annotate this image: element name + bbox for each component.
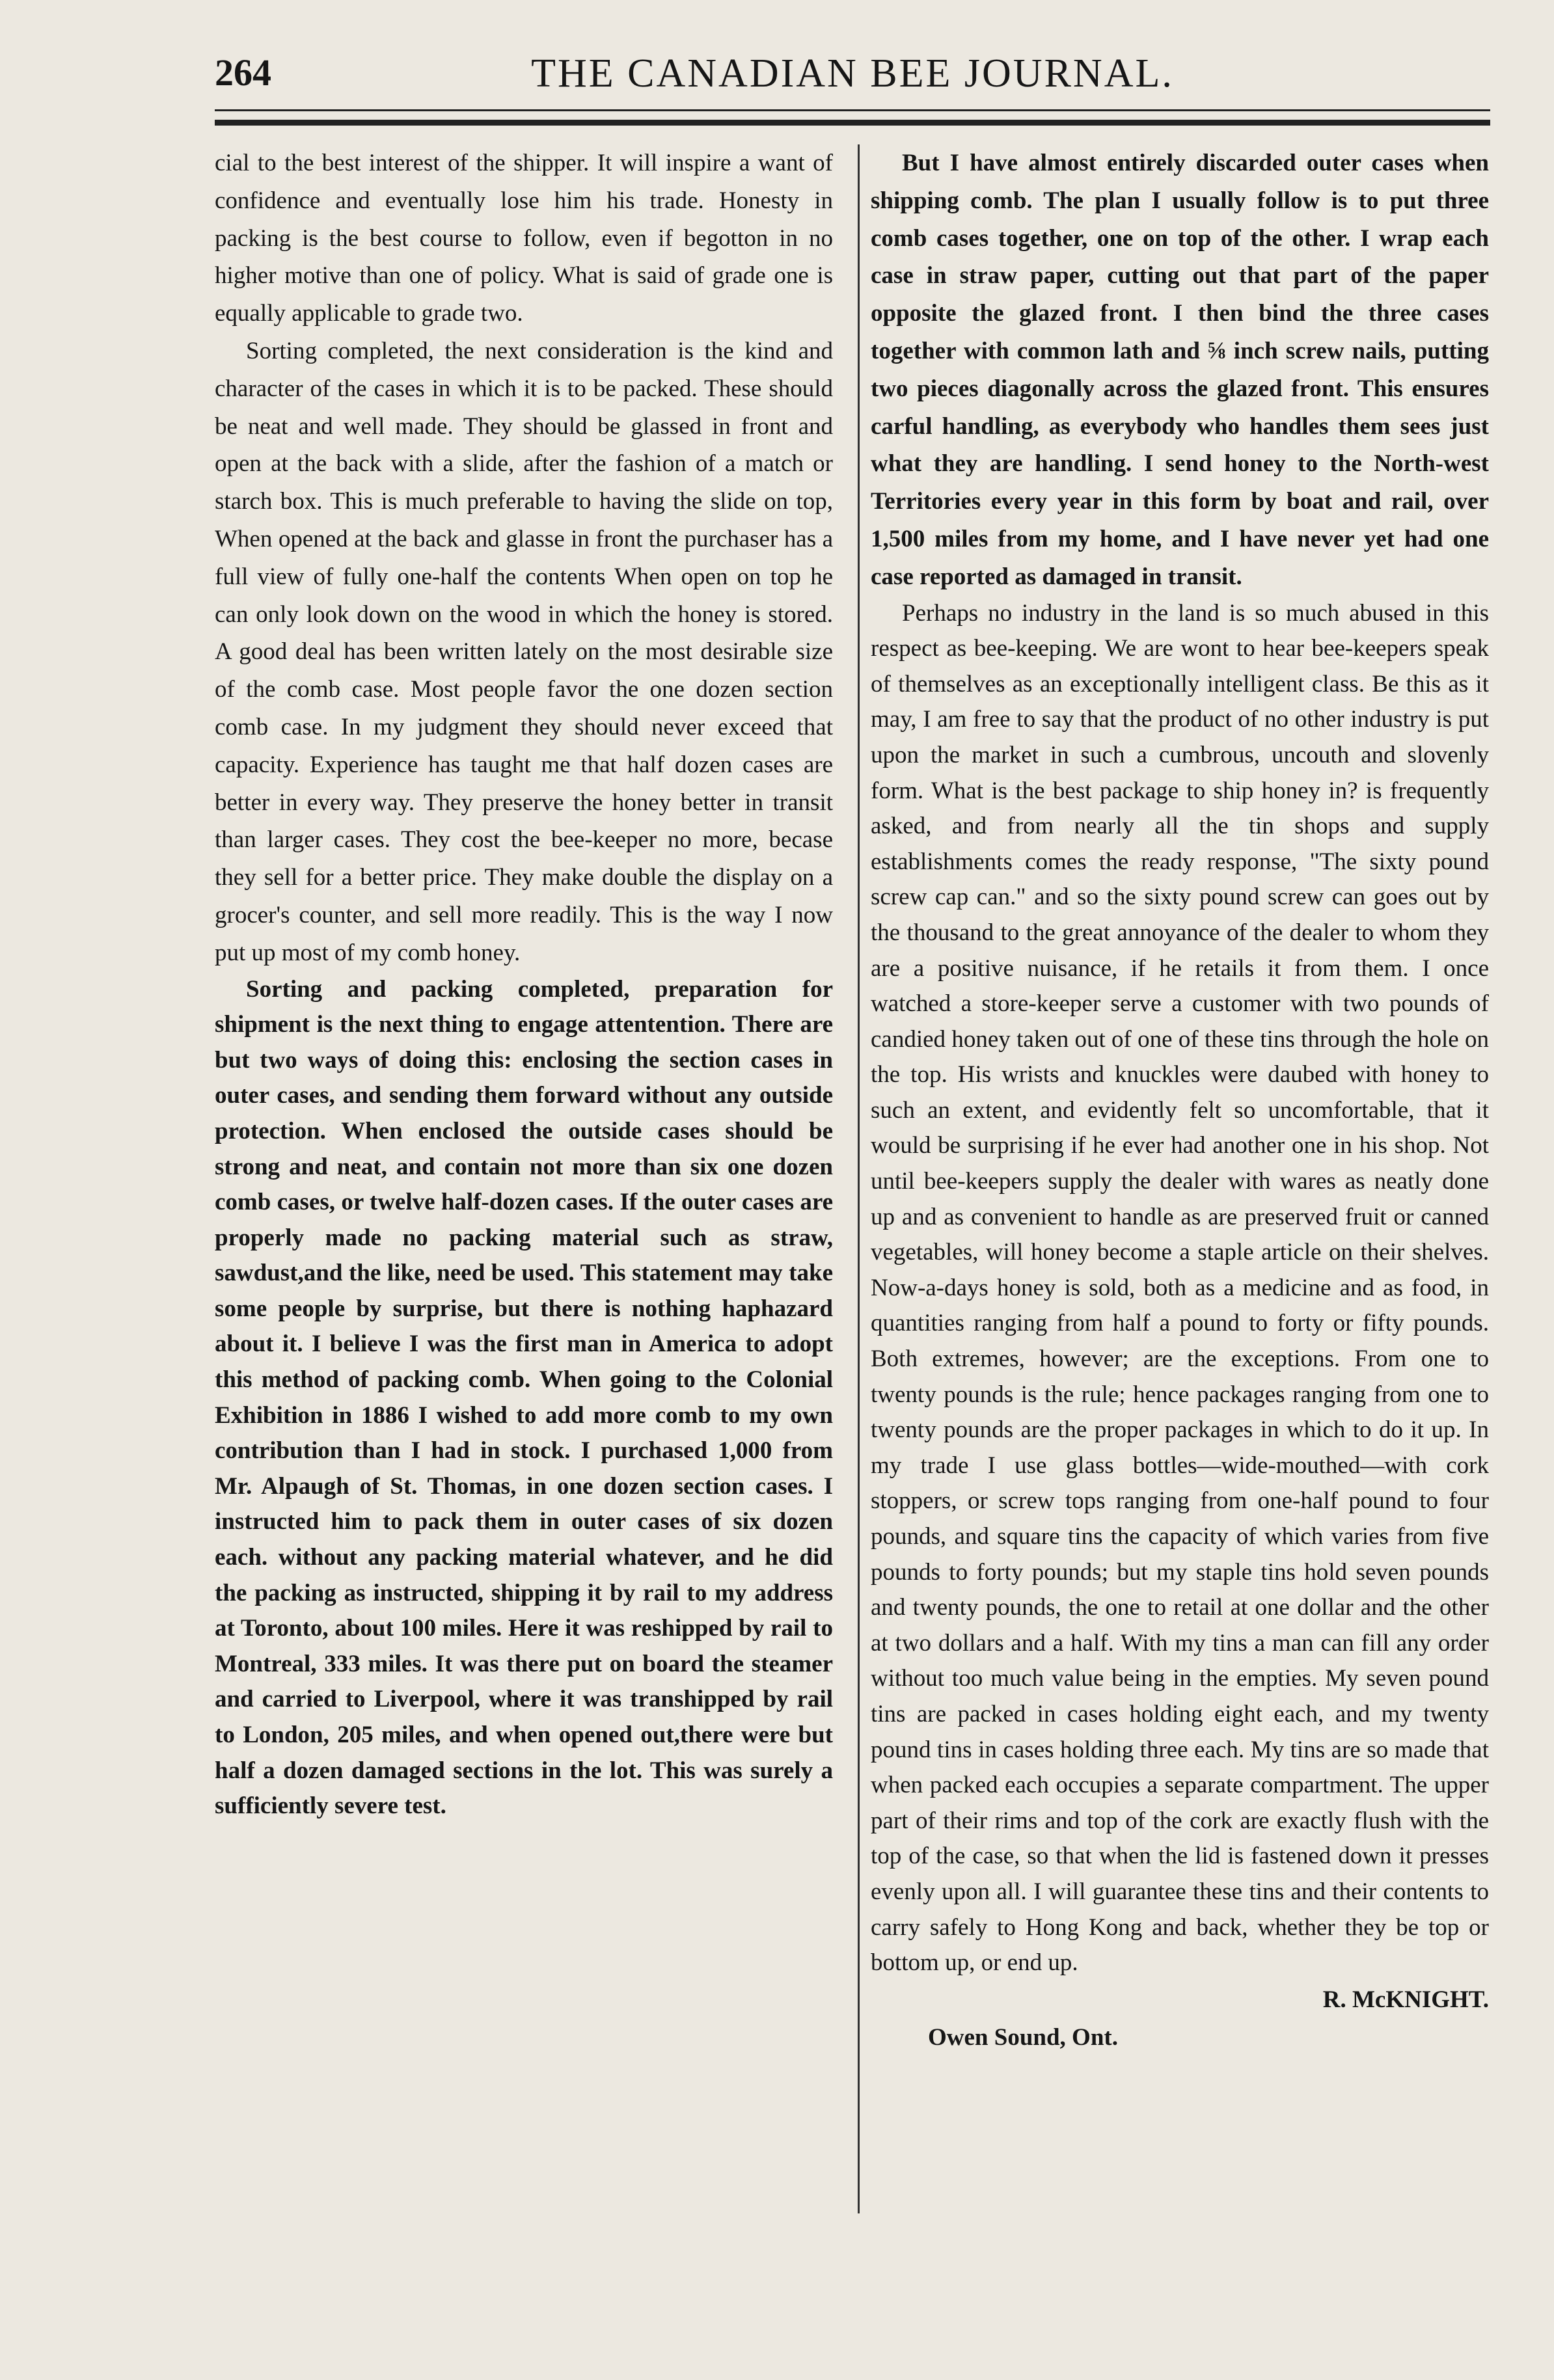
article-paragraph-cases: Sorting completed, the next consideration is the kind and character of the cases in which it is to be packed. These should be neat and well made. They should be glassed in front and open at the back with a slide, after the fashion of a match or starch box. This is much preferable to having the slide on top, When opened at the back and glasse in front the purchaser has a full view of fully one-half the contents When open on top he can only look down on the wood in which the honey is stored. A good deal has been written lately on the most desirable size of the comb case. Most people favor the one dozen section comb case. In my judgment they should never exceed that capacity. Experience has taught me that half dozen cases are better in every way. They preserve the honey better in transit than larger cases. They cost the bee-keeper no more, becase they sell for a better price. They make double the display on a grocer's counter, and sell more readily. This is the way I now put up most of my comb honey. bbox=[215, 337, 833, 966]
header-rule-thick bbox=[215, 120, 1490, 126]
article-paragraph-shipment: Sorting and packing completed, preparation for shipment is the next thing to engage attentention. There are but two ways of doing this: enclosing the section cases in outer cases, and sending them forward without any outside protection. When enclosed the outside cases should be strong and neat, and contain not more than six one dozen comb cases, or twelve half-dozen cases. If the outer cases are properly made no packing material such as straw, sawdust,and the like, need be used. This statement may take some people by surprise, but there is nothing haphazard about it. I believe I was the first man in America to adopt this method of packing comb. When going to the Colonial Exhibition in 1886 I wished to add more comb to my own contribution than I had in stock. I purchased 1,000 from Mr. Alpaugh of St. Thomas, in one dozen section cases. I instructed him to pack them in outer cases of six dozen each. without any packing material whatever, and he did the packing as instructed, shipping it by rail to my address at Toronto, about 100 miles. Here it was reshipped by rail to Montreal, 333 miles. It was there put on board the steamer and carried to Liverpool, where it was transhipped by rail to London, 205 miles, and when opened out,there were but half a dozen damaged sections in the lot. This was surely a sufficiently severe test. bbox=[215, 975, 833, 1820]
left-column bbox=[215, 144, 833, 1824]
article-paragraph-outer-cases: But I have almost entirely discarded outer cases when shipping comb. The plan I usually follow is to put three comb cases together, one on top of the other. I wrap each case in straw paper, cutting out that part of the paper opposite the glazed front. I then bind the three cases together with common lath and ⅝ inch screw nails, putting two pieces diagonally across the glazed front. This ensures carful handling, as everybody who handles them sees just what they are handling. I send honey to the North-west Territories every year in this form by boat and rail, over 1,500 miles from my home, and I have never yet had one case reported as damaged in transit. bbox=[871, 150, 1489, 590]
page-number: 264 bbox=[215, 51, 271, 94]
page-header bbox=[215, 51, 1490, 103]
journal-title: THE CANADIAN BEE JOURNAL. bbox=[531, 51, 1174, 96]
signature-line bbox=[871, 1981, 1489, 2019]
author-location: Owen Sound, Ont. bbox=[928, 2023, 1118, 2051]
right-column bbox=[871, 144, 1489, 2056]
author-signature: R. McKNIGHT. bbox=[1322, 1986, 1489, 2013]
header-rule-thin bbox=[215, 109, 1490, 111]
article-paragraph-packages: Perhaps no industry in the land is so much abused in this respect as bee-keeping. We are wont to hear bee-keepers speak of themselves as an exceptionally intelligent class. Be this as it may, I am free to say that the product of no other industry is put upon the market in such a cumbrous, uncouth and slovenly form. What is the best package to ship honey in? is frequently asked, and from nearly all the tin shops and supply establishments comes the ready response, "The sixty pound screw cap can." and so the sixty pound screw can goes out by the thousand to the great annoyance of the dealer to whom they are a positive nuisance, if he retails it from them. I once watched a store-keeper serve a customer with two pounds of candied honey taken out of one of these tins through the hole on the top. His wrists and knuckles were daubed with honey to such an extent, and evidently felt so uncomfortable, that it would be surprising if he ever had another one in his shop. Not until bee-keepers supply the dealer with wares as neatly done up and as convenient to handle as are preserved fruit or canned vegetables, will honey become a staple article on their shelves. Now-a-days honey is sold, both as a medicine and as food, in quantities ranging from half a pound to forty or fifty pounds. Both extremes, however; are the exceptions. From one to twenty pounds is the rule; hence packages ranging from one to twenty pounds are the proper packages in which to do it up. In my trade I use glass bottles—wide-mouthed—with cork stoppers, or screw tops ranging from one-half pound to four pounds, and square tins the capacity of which varies from five pounds to forty pounds; but my staple tins hold seven pounds and twenty pounds, the one to retail at one dollar and the other at two dollars and a half. With my tins a man can fill any order without too much value being in the empties. My seven pound tins are packed in cases holding eight each, and my twenty pound tins in cases holding three each. My tins are so made that when packed each occupies a separate compartment. The upper part of their rims and top of the cork are exactly flush with the top of the case, so that when the lid is fastened down it presses evenly upon all. I will guarantee these tins and their contents to carry safely to Hong Kong and back, whether they be top or bottom up, or end up. bbox=[871, 599, 1489, 1977]
column-divider bbox=[858, 144, 860, 2213]
article-paragraph-grading: cial to the best interest of the shipper. It will inspire a want of confidence and eventually lose him his trade. Honesty in packing is the best course to follow, even if begotton in no higher motive than one of policy. What is said of grade one is equally applicable to grade two. bbox=[215, 150, 833, 327]
